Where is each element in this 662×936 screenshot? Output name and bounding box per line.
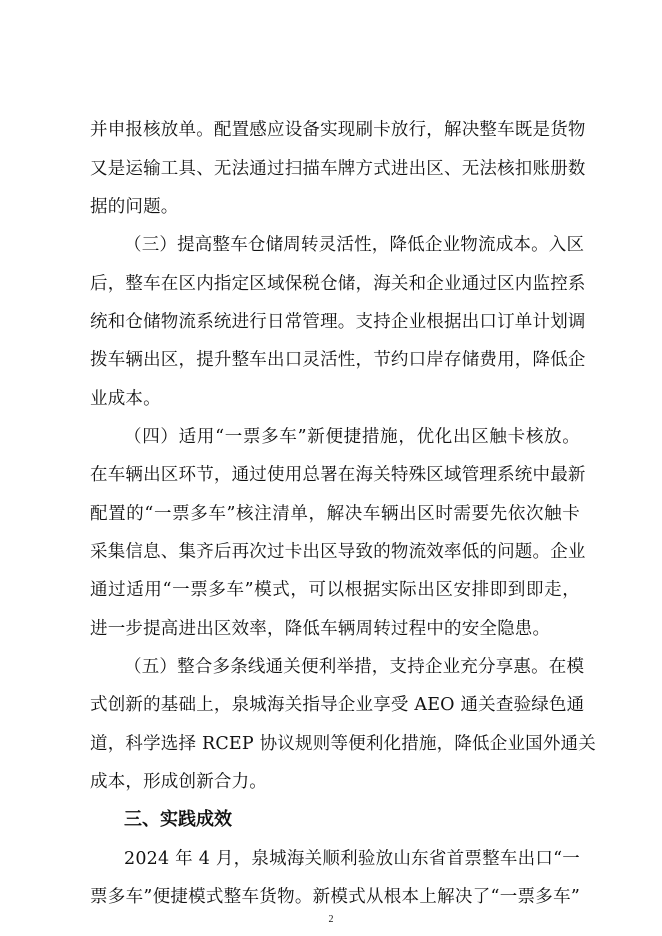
body-text-line: 式创新的基础上，泉城海关指导企业享受 AEO 通关查验绿色通 <box>90 695 585 715</box>
body-text-line: 票多车”便捷模式整车货物。新模式从根本上解决了“一票多车” <box>90 887 580 907</box>
subsection-paragraph-start: （三）提高整车仓储周转灵活性，降低企业物流成本。入区 <box>124 235 585 255</box>
page-number: 2 <box>328 914 334 925</box>
body-text-line: 统和仓储物流系统进行日常管理。支持企业根据出口订单计划调 <box>90 312 586 332</box>
body-text-line: 进一步提高进出区效率，降低车辆周转过程中的安全隐患。 <box>90 619 551 639</box>
body-text-line: 据的问题。 <box>90 197 179 217</box>
body-text-line: 采集信息、集齐后再次过卡出区导致的物流效率低的问题。企业 <box>90 542 586 562</box>
body-text-line: 在车辆出区环节，通过使用总署在海关特殊区域管理系统中最新 <box>90 465 586 485</box>
body-text-line: 业成本。 <box>90 389 161 409</box>
body-text-line: 并申报核放单。配置感应设备实现刷卡放行，解决整车既是货物 <box>90 120 586 140</box>
body-text-line: 拨车辆出区，提升整车出口灵活性，节约口岸存储费用，降低企 <box>90 350 586 370</box>
section-heading: 三、实践成效 <box>124 809 232 830</box>
body-paragraph-start: 2024 年 4 月，泉城海关顺利验放山东省首票整车出口“一 <box>124 849 580 869</box>
body-text-line: 道，科学选择 RCEP 协议规则等便利化措施，降低企业国外通关 <box>90 734 596 754</box>
subsection-paragraph-start: （四）适用“一票多车”新便捷措施，优化出区触卡核放。 <box>124 427 580 447</box>
body-text-line: 又是运输工具、无法通过扫描车牌方式进出区、无法核扣账册数 <box>90 159 586 179</box>
body-text-line: 后，整车在区内指定区域保税仓储，海关和企业通过区内监控系 <box>90 274 586 294</box>
body-text-line: 配置的“一票多车”核注清单，解决车辆出区时需要先依次触卡 <box>90 504 580 524</box>
body-text-line: 通过适用“一票多车”模式，可以根据实际出区安排即到即走， <box>90 580 580 600</box>
body-text-line: 成本，形成创新合力。 <box>90 772 267 792</box>
subsection-paragraph-start: （五）整合多条线通关便利举措，支持企业充分享惠。在模 <box>124 657 585 677</box>
